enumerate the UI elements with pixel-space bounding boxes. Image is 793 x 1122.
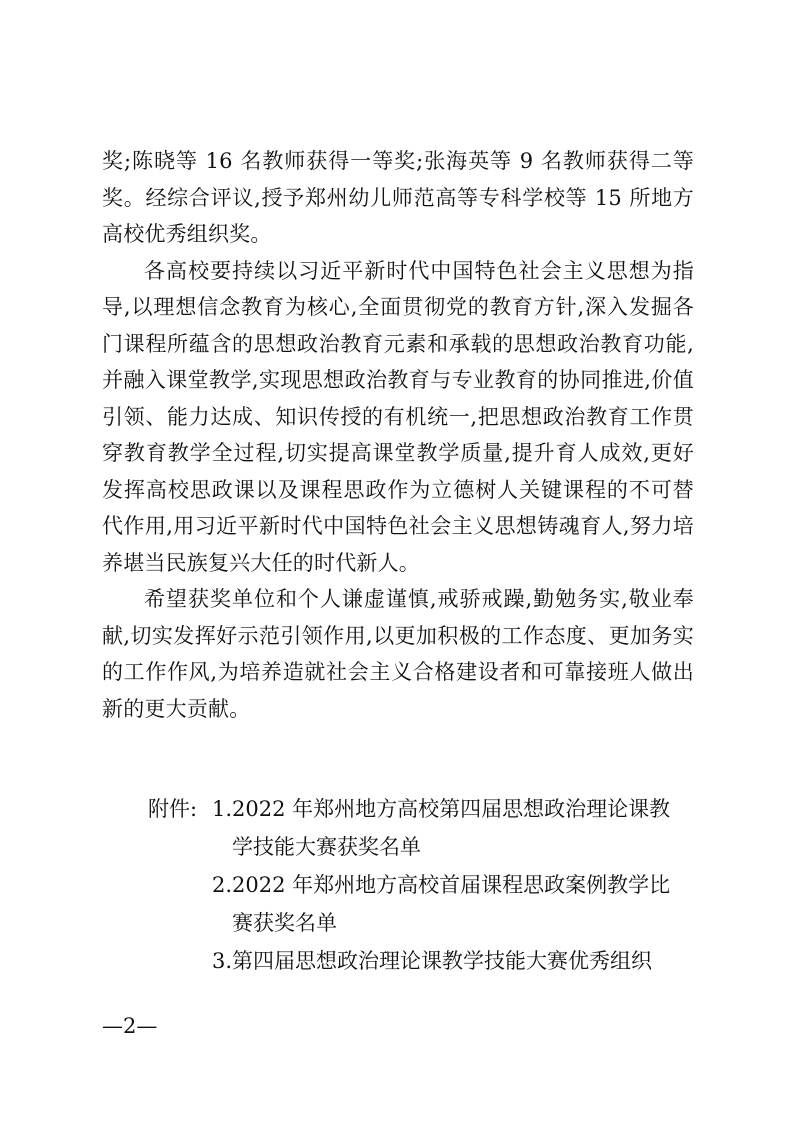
attachment-number: 1. <box>212 797 233 821</box>
attachment-number: 2. <box>212 873 233 897</box>
attachment-row-2 <box>148 866 688 942</box>
attachment-title: 2022 年郑州地方高校首届课程思政案例教学比赛获奖名单 <box>232 873 671 935</box>
attachment-item-1 <box>212 790 688 866</box>
document-body <box>102 143 694 727</box>
attachments-label: 附件: <box>148 797 198 821</box>
attachments-list <box>148 790 688 980</box>
attachment-row-3 <box>148 942 688 980</box>
page-number: —2— <box>102 1014 158 1038</box>
attachment-row-1 <box>148 790 688 866</box>
paragraph-1: 奖;陈晓等 16 名教师获得一等奖;张海英等 9 名教师获得二等奖。经综合评议,授予郑州幼儿师范高等专科学校等 15 所地方高校优秀组织奖。 <box>102 149 694 246</box>
attachment-title: 第四届思想政治理论课教学技能大赛优秀组织 <box>232 949 653 973</box>
paragraph-3: 希望获奖单位和个人谦虚谨慎,戒骄戒躁,勤勉务实,敬业奉献,切实发挥好示范引领作用,以更加积极的工作态度、更加务实的工作作风,为培养造就社会主义合格建设者和可靠接班人做出新的更大贡献。 <box>102 587 694 721</box>
attachment-number: 3. <box>212 949 233 973</box>
attachment-item-2 <box>212 866 688 942</box>
paragraph-2: 各高校要持续以习近平新时代中国特色社会主义思想为指导,以理想信念教育为核心,全面贯彻党的教育方针,深入发掘各门课程所蕴含的思想政治教育元素和承载的思想政治教育功能,并融入课堂教学,实现思想政治教育与专业教育的协同推进,价值引领、能力达成、知识传授的有机统一,把思想政治教育工作贯穿教育教学全过程,切实提高课堂教学质量,提升育人成效,更好发挥高校思政课以及课程思政作为立德树人关键课程的不可替代作用,用习近平新时代中国特色社会主义思想铸魂育人,努力培养堪当民族复兴大任的时代新人。 <box>102 258 694 575</box>
attachment-title: 2022 年郑州地方高校第四届思想政治理论课教学技能大赛获奖名单 <box>232 797 671 859</box>
attachment-item-3 <box>212 942 688 980</box>
